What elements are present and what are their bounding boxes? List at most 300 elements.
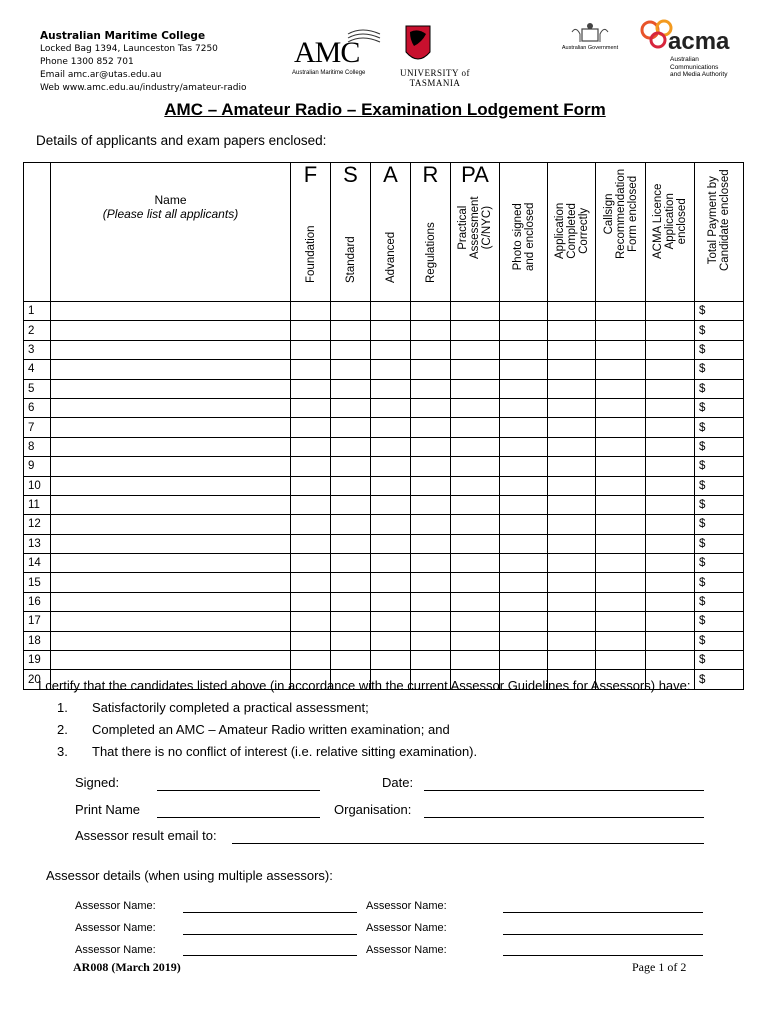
checkbox-cell[interactable] bbox=[451, 476, 500, 495]
assessor-name-label: Assessor Name: bbox=[366, 900, 447, 912]
checkbox-cell[interactable] bbox=[548, 612, 596, 631]
checkbox-cell[interactable] bbox=[548, 554, 596, 573]
payment-cell[interactable]: $ bbox=[695, 554, 744, 573]
checkbox-cell[interactable] bbox=[411, 651, 451, 670]
assessor-name-label: Assessor Name: bbox=[75, 922, 156, 934]
checkbox-cell[interactable] bbox=[646, 457, 695, 476]
checkbox-cell[interactable] bbox=[451, 592, 500, 611]
organisation-field[interactable] bbox=[424, 817, 704, 818]
column-label-line: Practical bbox=[457, 205, 469, 250]
checkbox-cell[interactable] bbox=[291, 573, 331, 592]
checkbox-cell[interactable] bbox=[411, 302, 451, 321]
amc-logo-subtext: Australian Maritime College bbox=[292, 70, 366, 76]
table-row bbox=[24, 631, 744, 650]
checkbox-cell[interactable] bbox=[291, 321, 331, 340]
row-number: 12 bbox=[24, 515, 51, 534]
checkbox-cell[interactable] bbox=[411, 573, 451, 592]
checkbox-cell[interactable] bbox=[500, 515, 548, 534]
checkbox-cell[interactable] bbox=[291, 360, 331, 379]
row-number: 14 bbox=[24, 554, 51, 573]
assessor-details-heading: Assessor details (when using multiple assessors): bbox=[46, 868, 333, 883]
row-number: 17 bbox=[24, 612, 51, 631]
checkbox-cell[interactable] bbox=[451, 631, 500, 650]
checkbox-cell[interactable] bbox=[291, 437, 331, 456]
checkbox-cell[interactable] bbox=[548, 592, 596, 611]
australian-government-logo bbox=[558, 20, 622, 52]
payment-cell[interactable]: $ bbox=[695, 670, 744, 689]
column-label-line: Regulations bbox=[424, 222, 437, 283]
checkbox-cell[interactable] bbox=[371, 612, 411, 631]
checkbox-cell[interactable] bbox=[646, 418, 695, 437]
checkbox-cell[interactable] bbox=[500, 379, 548, 398]
checkbox-cell[interactable] bbox=[371, 398, 411, 417]
checkbox-cell[interactable] bbox=[451, 495, 500, 514]
date-label: Date: bbox=[382, 775, 414, 790]
assessor-name-field[interactable] bbox=[183, 912, 357, 913]
checkbox-cell[interactable] bbox=[411, 554, 451, 573]
checkbox-cell[interactable] bbox=[548, 302, 596, 321]
applicant-name-cell[interactable] bbox=[51, 340, 291, 359]
checkbox-cell[interactable] bbox=[548, 515, 596, 534]
applicant-name-cell[interactable] bbox=[51, 457, 291, 476]
checkbox-cell[interactable] bbox=[646, 631, 695, 650]
column-label-line: ACMA Licence bbox=[652, 183, 664, 259]
checkbox-cell[interactable] bbox=[646, 495, 695, 514]
assessor-name-label: Assessor Name: bbox=[75, 900, 156, 912]
checkbox-cell[interactable] bbox=[548, 360, 596, 379]
web-line: Web www.amc.edu.au/industry/amateur-radio bbox=[40, 83, 247, 93]
email-field[interactable] bbox=[232, 843, 704, 844]
checkbox-cell[interactable] bbox=[411, 340, 451, 359]
checkbox-cell[interactable] bbox=[646, 573, 695, 592]
checkbox-cell[interactable] bbox=[500, 592, 548, 611]
checkbox-cell[interactable] bbox=[596, 631, 646, 650]
checkbox-cell[interactable] bbox=[371, 651, 411, 670]
payment-cell[interactable]: $ bbox=[695, 398, 744, 417]
checkbox-cell[interactable] bbox=[371, 476, 411, 495]
checkbox-cell[interactable] bbox=[331, 340, 371, 359]
column-label-line: Foundation bbox=[304, 225, 317, 283]
checkbox-cell[interactable] bbox=[451, 612, 500, 631]
checkbox-cell[interactable] bbox=[548, 573, 596, 592]
checkbox-cell[interactable] bbox=[596, 321, 646, 340]
cert-item-text: That there is no conflict of interest (i.e. relative sitting examination). bbox=[92, 744, 478, 759]
payment-cell[interactable]: $ bbox=[695, 321, 744, 340]
cert-item-number: 2. bbox=[57, 722, 68, 737]
checkbox-cell[interactable] bbox=[371, 302, 411, 321]
checkbox-cell[interactable] bbox=[646, 554, 695, 573]
checkbox-cell[interactable] bbox=[500, 418, 548, 437]
checkbox-cell[interactable] bbox=[548, 321, 596, 340]
payment-cell[interactable]: $ bbox=[695, 592, 744, 611]
checkbox-cell[interactable] bbox=[371, 457, 411, 476]
checkbox-cell[interactable] bbox=[331, 476, 371, 495]
payment-cell[interactable]: $ bbox=[695, 379, 744, 398]
checkbox-cell[interactable] bbox=[371, 321, 411, 340]
checkbox-cell[interactable] bbox=[291, 340, 331, 359]
checkbox-cell[interactable] bbox=[548, 379, 596, 398]
amc-logo bbox=[292, 28, 384, 82]
checkbox-cell[interactable] bbox=[331, 554, 371, 573]
applicant-name-cell[interactable] bbox=[51, 515, 291, 534]
checkbox-cell[interactable] bbox=[371, 515, 411, 534]
checkbox-cell[interactable] bbox=[646, 651, 695, 670]
table-row bbox=[24, 573, 744, 592]
checkbox-cell[interactable] bbox=[411, 631, 451, 650]
checkbox-cell[interactable] bbox=[371, 631, 411, 650]
payment-cell[interactable]: $ bbox=[695, 476, 744, 495]
acma-logo-text: acma bbox=[668, 28, 730, 55]
checkbox-cell[interactable] bbox=[548, 476, 596, 495]
checkbox-cell[interactable] bbox=[371, 534, 411, 553]
checkbox-cell[interactable] bbox=[291, 418, 331, 437]
checkbox-cell[interactable] bbox=[596, 534, 646, 553]
checkbox-cell[interactable] bbox=[291, 398, 331, 417]
checkbox-cell[interactable] bbox=[451, 340, 500, 359]
utas-logo-text: UNIVERSITY of TASMANIA bbox=[400, 68, 470, 88]
payment-cell[interactable]: $ bbox=[695, 340, 744, 359]
applicant-name-cell[interactable] bbox=[51, 437, 291, 456]
page-title: AMC – Amateur Radio – Examination Lodgement Form bbox=[164, 100, 606, 119]
col-header-photo bbox=[500, 163, 548, 302]
column-label-line: Candidate enclosed bbox=[719, 169, 731, 271]
assessor-name-field[interactable] bbox=[503, 934, 703, 935]
checkbox-cell[interactable] bbox=[596, 573, 646, 592]
checkbox-cell[interactable] bbox=[548, 631, 596, 650]
checkbox-cell[interactable] bbox=[331, 418, 371, 437]
checkbox-cell[interactable] bbox=[500, 495, 548, 514]
checkbox-cell[interactable] bbox=[331, 495, 371, 514]
checkbox-cell[interactable] bbox=[411, 457, 451, 476]
column-label-line: Form enclosed bbox=[626, 175, 639, 252]
checkbox-cell[interactable] bbox=[500, 360, 548, 379]
checkbox-cell[interactable] bbox=[646, 360, 695, 379]
checkbox-cell[interactable] bbox=[596, 651, 646, 670]
checkbox-cell[interactable] bbox=[500, 651, 548, 670]
checkbox-cell[interactable] bbox=[548, 651, 596, 670]
checkbox-cell[interactable] bbox=[451, 321, 500, 340]
checkbox-cell[interactable] bbox=[500, 340, 548, 359]
checkbox-cell[interactable] bbox=[500, 437, 548, 456]
table-row bbox=[24, 360, 744, 379]
checkbox-cell[interactable] bbox=[451, 534, 500, 553]
column-label-line: Recommendation bbox=[614, 168, 627, 259]
checkbox-cell[interactable] bbox=[548, 495, 596, 514]
payment-cell[interactable]: $ bbox=[695, 651, 744, 670]
checkbox-cell[interactable] bbox=[596, 476, 646, 495]
checkbox-cell[interactable] bbox=[451, 515, 500, 534]
row-number: 13 bbox=[24, 534, 51, 553]
checkbox-cell[interactable] bbox=[411, 592, 451, 611]
payment-cell[interactable]: $ bbox=[695, 437, 744, 456]
applicant-name-cell[interactable] bbox=[51, 534, 291, 553]
table-caption: Details of applicants and exam papers enclosed: bbox=[36, 133, 327, 148]
col-header-application bbox=[548, 163, 596, 302]
checkbox-cell[interactable] bbox=[451, 418, 500, 437]
payment-cell[interactable]: $ bbox=[695, 612, 744, 631]
checkbox-cell[interactable] bbox=[500, 302, 548, 321]
checkbox-cell[interactable] bbox=[548, 534, 596, 553]
checkbox-cell[interactable] bbox=[371, 340, 411, 359]
applicant-name-cell[interactable] bbox=[51, 631, 291, 650]
column-label-line: Correctly bbox=[577, 207, 590, 254]
checkbox-cell[interactable] bbox=[331, 379, 371, 398]
checkbox-cell[interactable] bbox=[291, 554, 331, 573]
row-number: 19 bbox=[24, 651, 51, 670]
checkbox-cell[interactable] bbox=[371, 573, 411, 592]
checkbox-cell[interactable] bbox=[500, 321, 548, 340]
utas-logo bbox=[400, 22, 470, 88]
checkbox-cell[interactable] bbox=[646, 476, 695, 495]
checkbox-cell[interactable] bbox=[596, 360, 646, 379]
checkbox-cell[interactable] bbox=[451, 437, 500, 456]
table-row bbox=[24, 515, 744, 534]
applicant-name-cell[interactable] bbox=[51, 554, 291, 573]
checkbox-cell[interactable] bbox=[291, 612, 331, 631]
column-label-line: Application bbox=[553, 202, 566, 259]
checkbox-cell[interactable] bbox=[291, 457, 331, 476]
checkbox-cell[interactable] bbox=[291, 592, 331, 611]
col-header-total-payment bbox=[695, 163, 744, 302]
checkbox-cell[interactable] bbox=[596, 418, 646, 437]
table-row bbox=[24, 534, 744, 553]
payment-cell[interactable]: $ bbox=[695, 418, 744, 437]
checkbox-cell[interactable] bbox=[331, 360, 371, 379]
checkbox-cell[interactable] bbox=[646, 340, 695, 359]
checkbox-cell[interactable] bbox=[451, 554, 500, 573]
checkbox-cell[interactable] bbox=[411, 321, 451, 340]
table-row bbox=[24, 495, 744, 514]
checkbox-cell[interactable] bbox=[646, 398, 695, 417]
checkbox-cell[interactable] bbox=[646, 321, 695, 340]
email-line: Email amc.ar@utas.edu.au bbox=[40, 70, 162, 80]
checkbox-cell[interactable] bbox=[596, 457, 646, 476]
checkbox-cell[interactable] bbox=[500, 573, 548, 592]
assessor-name-field[interactable] bbox=[183, 934, 357, 935]
checkbox-cell[interactable] bbox=[371, 418, 411, 437]
applicant-name-cell[interactable] bbox=[51, 302, 291, 321]
row-number: 18 bbox=[24, 631, 51, 650]
column-label-line: Application bbox=[664, 193, 676, 250]
table-row bbox=[24, 418, 744, 437]
checkbox-cell[interactable] bbox=[596, 515, 646, 534]
signed-label: Signed: bbox=[75, 775, 120, 790]
checkbox-cell[interactable] bbox=[500, 457, 548, 476]
checkbox-cell[interactable] bbox=[548, 457, 596, 476]
checkbox-cell[interactable] bbox=[596, 302, 646, 321]
assessor-name-field[interactable] bbox=[183, 955, 357, 956]
applicant-name-cell[interactable] bbox=[51, 476, 291, 495]
checkbox-cell[interactable] bbox=[331, 573, 371, 592]
checkbox-cell[interactable] bbox=[331, 321, 371, 340]
date-field[interactable] bbox=[424, 790, 704, 791]
checkbox-cell[interactable] bbox=[371, 554, 411, 573]
row-number: 1 bbox=[24, 302, 51, 321]
payment-cell[interactable]: $ bbox=[695, 515, 744, 534]
checkbox-cell[interactable] bbox=[291, 631, 331, 650]
checkbox-cell[interactable] bbox=[500, 534, 548, 553]
email-label: Assessor result email to: bbox=[75, 828, 217, 843]
checkbox-cell[interactable] bbox=[596, 437, 646, 456]
checkbox-cell[interactable] bbox=[411, 418, 451, 437]
address-line: Locked Bag 1394, Launceston Tas 7250 bbox=[40, 44, 218, 54]
payment-cell[interactable]: $ bbox=[695, 457, 744, 476]
acma-logo bbox=[636, 18, 746, 80]
checkbox-cell[interactable] bbox=[371, 360, 411, 379]
payment-cell[interactable]: $ bbox=[695, 302, 744, 321]
payment-cell[interactable]: $ bbox=[695, 534, 744, 553]
checkbox-cell[interactable] bbox=[291, 379, 331, 398]
table-header-row bbox=[24, 163, 744, 302]
checkbox-cell[interactable] bbox=[371, 495, 411, 514]
checkbox-cell[interactable] bbox=[596, 379, 646, 398]
checkbox-cell[interactable] bbox=[411, 534, 451, 553]
checkbox-cell[interactable] bbox=[371, 592, 411, 611]
applicant-name-cell[interactable] bbox=[51, 592, 291, 611]
checkbox-cell[interactable] bbox=[291, 495, 331, 514]
table-row bbox=[24, 321, 744, 340]
checkbox-cell[interactable] bbox=[331, 398, 371, 417]
checkbox-cell[interactable] bbox=[411, 612, 451, 631]
print-name-field[interactable] bbox=[157, 817, 320, 818]
checkbox-cell[interactable] bbox=[596, 340, 646, 359]
table-row bbox=[24, 398, 744, 417]
name-header: Name (Please list all applicants) bbox=[51, 163, 291, 302]
checkbox-cell[interactable] bbox=[411, 437, 451, 456]
row-number: 16 bbox=[24, 592, 51, 611]
certification-intro: I certify that the candidates listed above (in accordance with the current Assessor Guidelines for Assessors) have: bbox=[38, 678, 691, 693]
signed-field[interactable] bbox=[157, 790, 320, 791]
checkbox-cell[interactable] bbox=[371, 379, 411, 398]
applicant-name-cell[interactable] bbox=[51, 573, 291, 592]
checkbox-cell[interactable] bbox=[500, 631, 548, 650]
checkbox-cell[interactable] bbox=[291, 515, 331, 534]
checkbox-cell[interactable] bbox=[646, 437, 695, 456]
coat-of-arms-icon bbox=[558, 20, 622, 44]
payment-cell[interactable]: $ bbox=[695, 573, 744, 592]
checkbox-cell[interactable] bbox=[500, 476, 548, 495]
checkbox-cell[interactable] bbox=[291, 302, 331, 321]
checkbox-cell[interactable] bbox=[646, 592, 695, 611]
row-number: 5 bbox=[24, 379, 51, 398]
page-number: Page 1 of 2 bbox=[632, 960, 687, 974]
checkbox-cell[interactable] bbox=[451, 573, 500, 592]
gov-logo-text: Australian Government bbox=[561, 45, 619, 51]
checkbox-cell[interactable] bbox=[451, 651, 500, 670]
checkbox-cell[interactable] bbox=[646, 612, 695, 631]
checkbox-cell[interactable] bbox=[331, 457, 371, 476]
payment-cell[interactable]: $ bbox=[695, 631, 744, 650]
checkbox-cell[interactable] bbox=[500, 398, 548, 417]
applicant-name-cell[interactable] bbox=[51, 418, 291, 437]
checkbox-cell[interactable] bbox=[411, 495, 451, 514]
column-label-line: and enclosed bbox=[523, 202, 536, 271]
checkbox-cell[interactable] bbox=[451, 398, 500, 417]
column-label-line: Callsign bbox=[602, 193, 615, 235]
checkbox-cell[interactable] bbox=[411, 476, 451, 495]
cert-item-text: Completed an AMC – Amateur Radio written examination; and bbox=[92, 722, 450, 737]
assessor-name-label: Assessor Name: bbox=[366, 922, 447, 934]
assessor-name-field[interactable] bbox=[503, 912, 703, 913]
checkbox-cell[interactable] bbox=[291, 651, 331, 670]
checkbox-cell[interactable] bbox=[331, 437, 371, 456]
checkbox-cell[interactable] bbox=[411, 379, 451, 398]
form-code: AR008 (March 2019) bbox=[73, 960, 181, 974]
table-row bbox=[24, 554, 744, 573]
checkbox-cell[interactable] bbox=[291, 476, 331, 495]
checkbox-cell[interactable] bbox=[646, 302, 695, 321]
amc-logo-text: AMC bbox=[294, 36, 360, 69]
checkbox-cell[interactable] bbox=[548, 340, 596, 359]
cert-item-text: Satisfactorily completed a practical assessment; bbox=[92, 700, 369, 715]
checkbox-cell[interactable] bbox=[596, 592, 646, 611]
cert-item-number: 1. bbox=[57, 700, 68, 715]
table-row bbox=[24, 476, 744, 495]
applicant-name-cell[interactable] bbox=[51, 495, 291, 514]
table-row bbox=[24, 437, 744, 456]
checkbox-cell[interactable] bbox=[548, 398, 596, 417]
checkbox-cell[interactable] bbox=[646, 534, 695, 553]
applicant-name-cell[interactable] bbox=[51, 612, 291, 631]
checkbox-cell[interactable] bbox=[331, 631, 371, 650]
checkbox-cell[interactable] bbox=[596, 495, 646, 514]
checkbox-cell[interactable] bbox=[451, 379, 500, 398]
checkbox-cell[interactable] bbox=[411, 360, 451, 379]
checkbox-cell[interactable] bbox=[646, 379, 695, 398]
checkbox-cell[interactable] bbox=[596, 554, 646, 573]
org-name: Australian Maritime College bbox=[40, 30, 206, 42]
checkbox-cell[interactable] bbox=[500, 554, 548, 573]
checkbox-cell[interactable] bbox=[371, 437, 411, 456]
assessor-name-label: Assessor Name: bbox=[75, 944, 156, 956]
checkbox-cell[interactable] bbox=[451, 302, 500, 321]
payment-cell[interactable]: $ bbox=[695, 360, 744, 379]
checkbox-cell[interactable] bbox=[331, 651, 371, 670]
checkbox-cell[interactable] bbox=[411, 398, 451, 417]
row-number: 8 bbox=[24, 437, 51, 456]
applicant-name-cell[interactable] bbox=[51, 360, 291, 379]
acma-logo-subtext: Australian Communications and Media Authority bbox=[670, 56, 728, 78]
applicant-name-cell[interactable] bbox=[51, 398, 291, 417]
col-header-advanced: A Advanced bbox=[371, 163, 411, 302]
applicant-name-cell[interactable] bbox=[51, 321, 291, 340]
checkbox-cell[interactable] bbox=[331, 592, 371, 611]
checkbox-cell[interactable] bbox=[451, 360, 500, 379]
checkbox-cell[interactable] bbox=[548, 418, 596, 437]
checkbox-cell[interactable] bbox=[646, 515, 695, 534]
checkbox-cell[interactable] bbox=[331, 302, 371, 321]
checkbox-cell[interactable] bbox=[411, 515, 451, 534]
applicant-name-cell[interactable] bbox=[51, 651, 291, 670]
checkbox-cell[interactable] bbox=[331, 534, 371, 553]
checkbox-cell[interactable] bbox=[331, 515, 371, 534]
checkbox-cell[interactable] bbox=[596, 612, 646, 631]
checkbox-cell[interactable] bbox=[500, 612, 548, 631]
assessor-name-field[interactable] bbox=[503, 955, 703, 956]
checkbox-cell[interactable] bbox=[291, 534, 331, 553]
checkbox-cell[interactable] bbox=[451, 457, 500, 476]
print-name-label: Print Name bbox=[75, 802, 141, 817]
applicant-name-cell[interactable] bbox=[51, 379, 291, 398]
row-number: 3 bbox=[24, 340, 51, 359]
row-number-header bbox=[24, 163, 51, 302]
address-block bbox=[40, 30, 247, 95]
checkbox-cell[interactable] bbox=[596, 398, 646, 417]
checkbox-cell[interactable] bbox=[548, 437, 596, 456]
payment-cell[interactable]: $ bbox=[695, 495, 744, 514]
column-label-line: Completed bbox=[565, 203, 578, 259]
checkbox-cell[interactable] bbox=[331, 612, 371, 631]
